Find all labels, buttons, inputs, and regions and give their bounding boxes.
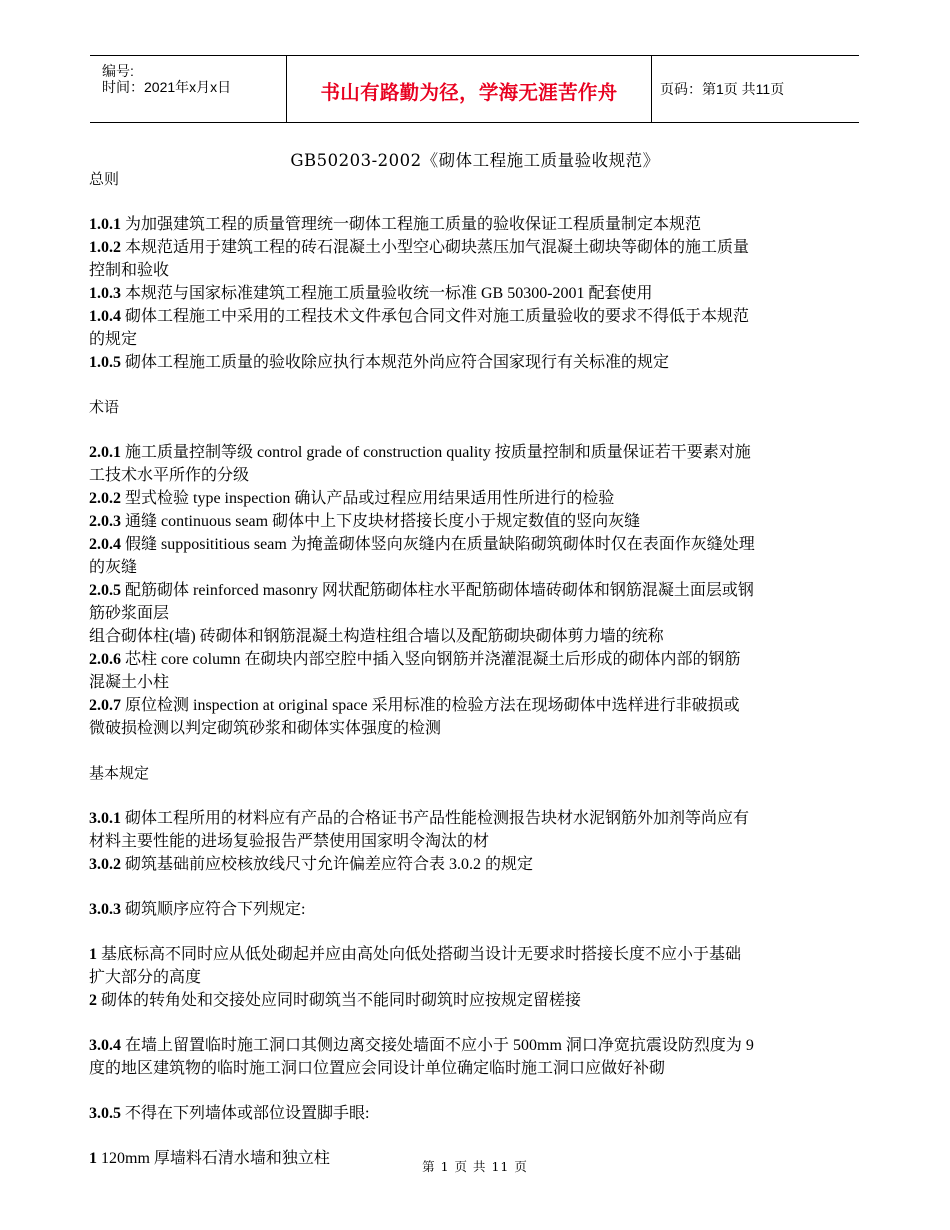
clause-text: 工技术水平所作的分级 (89, 467, 250, 484)
clause-line (89, 533, 864, 556)
header-info-cell (90, 56, 287, 122)
clause-line (89, 1102, 864, 1125)
clause-number: 3.0.1 (89, 810, 121, 827)
page-footer: 第 1 页 共 11 页 (422, 1159, 528, 1174)
header-page-cell (652, 56, 859, 122)
clause-line (89, 694, 864, 717)
clause-text: 材料主要性能的进场复验报告严禁使用国家明令淘汰的材 (89, 833, 490, 850)
number-label: 编号: (102, 63, 134, 79)
clause-text: 原位检测 inspection at original space 采用标准的检验方法在现场砌体中选样进行非破损或 (121, 697, 740, 714)
header-motto-cell (287, 56, 652, 122)
document-title: GB50203-2002《砌体工程施工质量验收规范》 (290, 151, 660, 170)
section-heading: 基本规定 (89, 764, 150, 782)
clause-text: 砌筑基础前应校核放线尺寸允许偏差应符合表 3.0.2 的规定 (121, 856, 534, 873)
clause-text: 施工质量控制等级 control grade of construction quality 按质量控制和质量保证若干要素对施 (121, 444, 751, 461)
clause-line (89, 213, 864, 236)
clause-line (89, 351, 864, 374)
clause-number: 2 (89, 992, 97, 1009)
clause-number: 1.0.1 (89, 216, 121, 233)
clause-text: 控制和验收 (89, 262, 170, 279)
clause-line (89, 282, 864, 305)
clause-text: 微破损检测以判定砌筑砂浆和砌体实体强度的检测 (89, 720, 442, 737)
clause-number: 2.0.3 (89, 513, 121, 530)
clause-text: 砌体的转角处和交接处应同时砌筑当不能同时砌筑时应按规定留槎接 (97, 992, 582, 1009)
document-body (89, 168, 864, 1170)
clause-line (89, 441, 864, 464)
clause-number: 1.0.4 (89, 308, 121, 325)
section-heading: 总则 (89, 170, 120, 188)
blank-line (89, 785, 864, 807)
clause-continuation (89, 1057, 864, 1080)
clause-text: 本规范与国家标准建筑工程施工质量验收统一标准 GB 50300-2001 配套使用 (121, 285, 653, 302)
clause-continuation (89, 966, 864, 989)
clause-number: 1 (89, 1150, 97, 1167)
blank-line (89, 876, 864, 898)
clause-text: 砌体工程施工质量的验收除应执行本规范外尚应符合国家现行有关标准的规定 (121, 354, 670, 371)
clause-text: 120mm 厚墙料石清水墙和独立柱 (97, 1150, 330, 1167)
clause-number: 3.0.5 (89, 1105, 121, 1122)
clause-number: 2.0.1 (89, 444, 121, 461)
clause-number: 2.0.5 (89, 582, 121, 599)
clause-number: 2.0.2 (89, 490, 121, 507)
clause-text: 配筋砌体 reinforced masonry 网状配筋砌体柱水平配筋砌体墙砖砌体和钢筋混凝土面层或钢 (121, 582, 754, 599)
clause-text: 基底标高不同时应从低处砌起并应由高处向低处搭砌当设计无要求时搭接长度不应小于基础 (97, 946, 742, 963)
clause-number: 1.0.2 (89, 239, 121, 256)
clause-text: 为加强建筑工程的质量管理统一砌体工程施工质量的验收保证工程质量制定本规范 (121, 216, 702, 233)
blank-line (89, 191, 864, 213)
clause-continuation (89, 625, 864, 648)
clause-number: 1.0.3 (89, 285, 121, 302)
time-label: 时间：2021年x月x日 (102, 79, 232, 95)
clause-text: 砌体工程所用的材料应有产品的合格证书产品性能检测报告块材水泥钢筋外加剂等尚应有 (121, 810, 750, 827)
clause-line (89, 648, 864, 671)
clause-number: 1.0.5 (89, 354, 121, 371)
clause-line (89, 898, 864, 921)
clause-text: 本规范适用于建筑工程的砖石混凝土小型空心砌块蒸压加气混凝土砌块等砌体的施工质量 (121, 239, 750, 256)
blank-line (89, 1080, 864, 1102)
clause-line (89, 236, 864, 259)
clause-line (89, 487, 864, 510)
clause-line (89, 943, 864, 966)
clause-text: 组合砌体柱(墙) 砖砌体和钢筋混凝土构造柱组合墙以及配筋砌块砌体剪力墙的统称 (89, 628, 664, 645)
clause-continuation (89, 671, 864, 694)
clause-line (89, 807, 864, 830)
clause-line (89, 989, 864, 1012)
clause-text: 的规定 (89, 331, 138, 348)
clause-text: 芯柱 core column 在砌块内部空腔中插入竖向钢筋并浇灌混凝土后形成的砌体内部的钢筋 (121, 651, 741, 668)
clause-line (89, 853, 864, 876)
clause-number: 2.0.7 (89, 697, 121, 714)
clause-text: 的灰缝 (89, 559, 138, 576)
clause-number: 2.0.4 (89, 536, 121, 553)
clause-text: 不得在下列墙体或部位设置脚手眼: (121, 1105, 370, 1122)
clause-number: 3.0.3 (89, 901, 121, 918)
clause-continuation (89, 464, 864, 487)
clause-continuation (89, 328, 864, 351)
clause-text: 通缝 continuous seam 砌体中上下皮块材搭接长度小于规定数值的竖向灰缝 (121, 513, 641, 530)
clause-line (89, 1034, 864, 1057)
blank-line (89, 921, 864, 943)
clause-text: 砌筑顺序应符合下列规定: (121, 901, 306, 918)
clause-text: 在墙上留置临时施工洞口其侧边离交接处墙面不应小于 500mm 洞口净宽抗震设防烈度为 9 (121, 1037, 754, 1054)
clause-line (89, 579, 864, 602)
header-table (90, 55, 859, 123)
clause-number: 2.0.6 (89, 651, 121, 668)
clause-continuation (89, 556, 864, 579)
blank-line (89, 1012, 864, 1034)
clause-line (89, 510, 864, 533)
clause-text: 筋砂浆面层 (89, 605, 170, 622)
section-heading: 术语 (89, 398, 120, 416)
clause-text: 砌体工程施工中采用的工程技术文件承包合同文件对施工质量验收的要求不得低于本规范 (121, 308, 750, 325)
blank-line (89, 419, 864, 441)
clause-continuation (89, 602, 864, 625)
page-info: 页码：第1页 共11页 (660, 81, 785, 97)
clause-number: 1 (89, 946, 97, 963)
clause-continuation (89, 717, 864, 740)
clause-number: 3.0.4 (89, 1037, 121, 1054)
motto: 书山有路勤为径，学海无涯苦作舟 (320, 81, 618, 104)
clause-continuation (89, 830, 864, 853)
clause-continuation (89, 259, 864, 282)
clause-text: 扩大部分的高度 (89, 969, 202, 986)
clause-text: 假缝 supposititious seam 为掩盖砌体竖向灰缝内在质量缺陷砌筑砌体时仅在表面作灰缝处理 (121, 536, 755, 553)
blank-line (89, 374, 864, 396)
clause-number: 3.0.2 (89, 856, 121, 873)
clause-line (89, 305, 864, 328)
blank-line (89, 740, 864, 762)
clause-text: 混凝土小柱 (89, 674, 170, 691)
blank-line (89, 1125, 864, 1147)
clause-text: 度的地区建筑物的临时施工洞口位置应会同设计单位确定临时施工洞口应做好补砌 (89, 1060, 666, 1077)
clause-text: 型式检验 type inspection 确认产品或过程应用结果适用性所进行的检验 (121, 490, 615, 507)
